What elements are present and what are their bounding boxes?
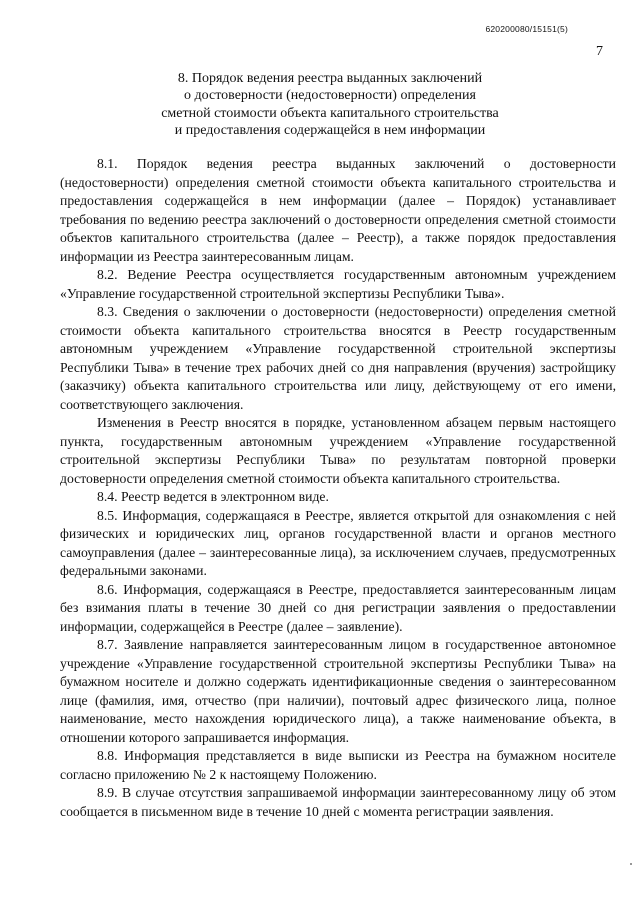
paragraph-8-3: 8.3. Сведения о заключении о достоверности (недостоверности) определения сметной стоимости объекта капитального строительства вносятся в Реестр государственным автономным учреждением «Управление государственной строительной экспертизы Республики Тыва» в течение трех рабочих дней со дня направления (вручения) застройщику (заказчику) объекта капитального строительства или лицу, действующему от его имени, соответствующего заключения.	[60, 304, 616, 412]
section-title-line: и предоставления содержащейся в нем информации	[174, 123, 486, 139]
section-title-line: 8. Порядок ведения реестра выданных заключений	[177, 71, 483, 86]
paragraph-8-3-amendments: Изменения в Реестр вносятся в порядке, установленном абзацем первым настоящего пункта, государственным автономным учреждением «Управление государственной строительной экспертизы Республики Тыва» по результатам повторной проверки достоверности определения сметной стоимости объекта капитального строительства.	[60, 415, 616, 486]
document-code: 620200080/15151(5)	[485, 24, 568, 34]
scan-artifact-dot	[630, 863, 632, 865]
paragraph-8-1: 8.1. Порядок ведения реестра выданных заключений о достоверности (недостоверности) определения сметной стоимости объекта капитального строительства и предоставления содержащейся в нем информации (далее – Порядок) устанавливает требования по ведению реестра заключений о достоверности определения сметной стоимости объектов капитального строительства (далее – Реестр), а также порядок предоставления информации из Реестра заинтересованным лицам.	[60, 156, 616, 264]
section-title-line: сметной стоимости объекта капитального строительства	[161, 105, 499, 121]
page-number: 7	[596, 44, 603, 59]
section-title	[110, 70, 550, 140]
paragraph-8-2: 8.2. Ведение Реестра осуществляется государственным автономным учреждением «Управление государственной строительной экспертизы Республики Тыва».	[60, 267, 616, 301]
section-title-line: о достоверности (недостоверности) определения	[184, 88, 476, 104]
paragraph-8-9: 8.9. В случае отсутствия запрашиваемой информации заинтересованному лицу об этом сообщается в письменном виде в течение 10 дней с момента регистрации заявления.	[60, 785, 616, 819]
paragraph-8-6: 8.6. Информация, содержащаяся в Реестре, предоставляется заинтересованным лицам без взимания платы в течение 30 дней со дня регистрации заявления о предоставлении информации, содержащейся в Реестре (далее – заявление).	[60, 581, 616, 634]
document-body	[60, 155, 616, 821]
paragraph-8-5: 8.5. Информация, содержащаяся в Реестре, является открытой для ознакомления с ней физических и юридических лиц, органов государственной власти и органов местного самоуправления (далее – заинтересованные лица), за исключением случаев, предусмотренных федеральными законами.	[60, 507, 616, 578]
paragraph-8-7: 8.7. Заявление направляется заинтересованным лицом в государственное автономное учреждение «Управление государственной строительной экспертизы Республики Тыва» на бумажном носителе и должно содержать идентификационные сведения о заинтересованном лице (фамилия, имя, отчество (при наличии), почтовый адрес физического лица, полное наименование, место нахождения юридического лица), а также наименование объекта, в отношении которого запрашивается информация.	[60, 637, 616, 745]
paragraph-8-8: 8.8. Информация представляется в виде выписки из Реестра на бумажном носителе согласно приложению № 2 к настоящему Положению.	[60, 748, 616, 782]
paragraph-8-4: 8.4. Реестр ведется в электронном виде.	[97, 489, 329, 504]
